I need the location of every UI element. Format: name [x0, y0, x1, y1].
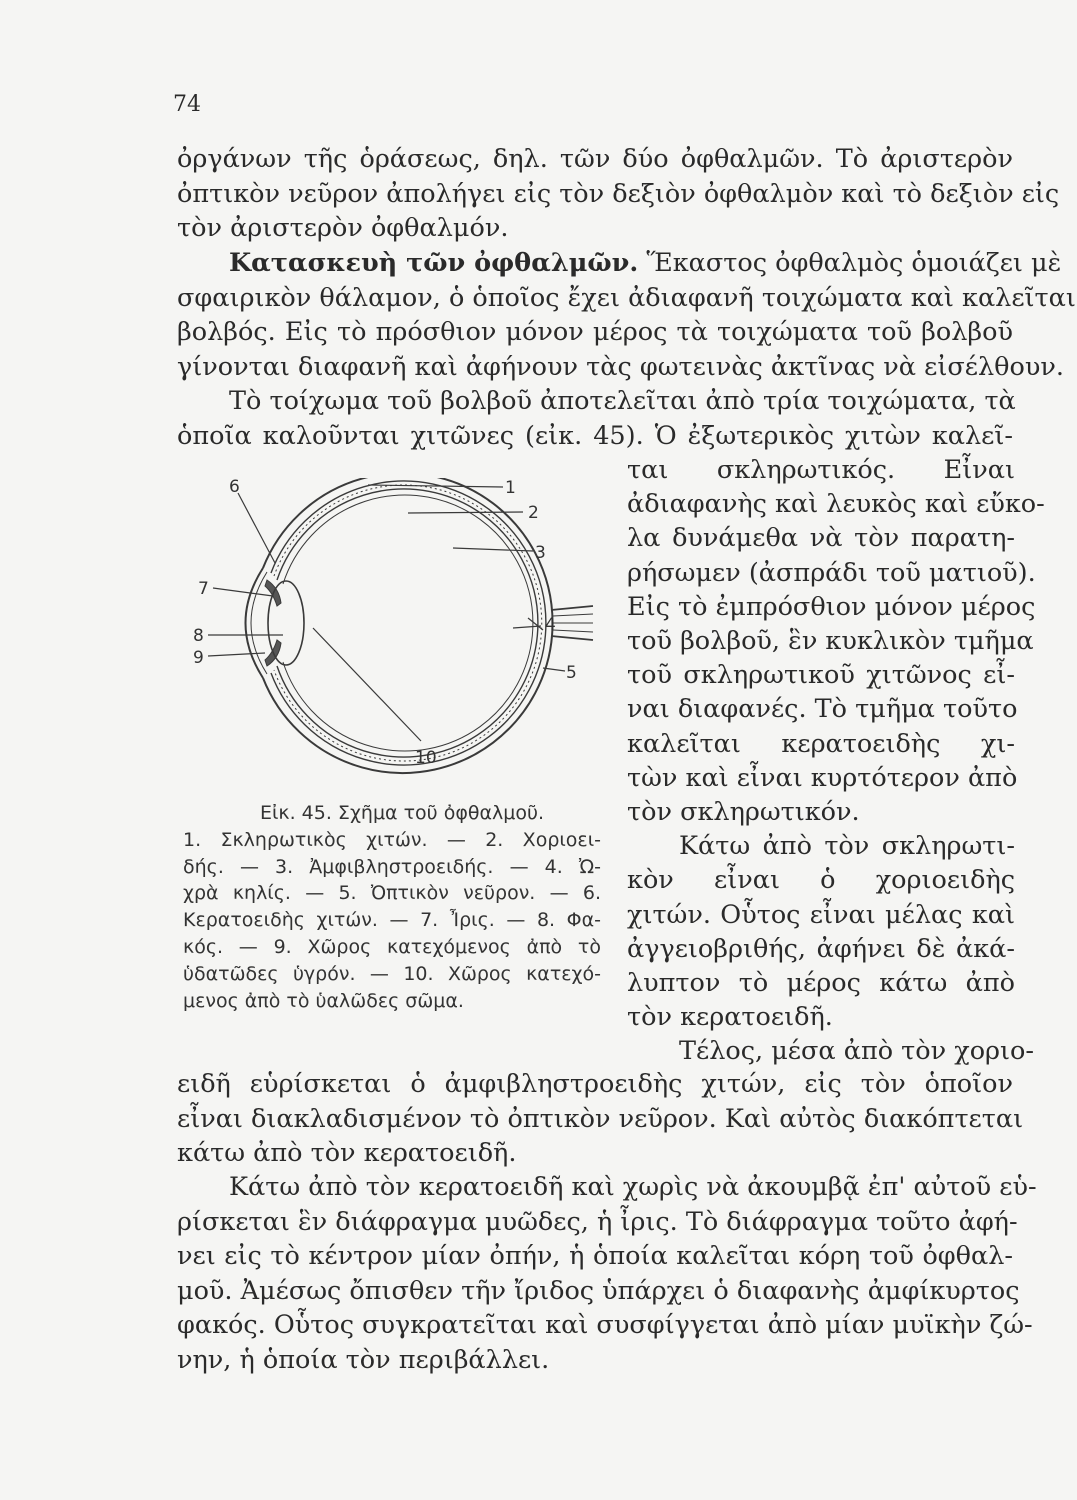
caption-line: 1. Σκληρωτικὸς χιτών. — 2. Χοριοει-: [183, 828, 601, 851]
text-line: Κάτω ἀπὸ τὸν κερατοειδῆ καὶ χωρὶς νὰ ἀκουμβᾷ ἐπ' αὐτοῦ εὑ-: [229, 1172, 1037, 1202]
text-line: Κάτω ἀπὸ τὸν σκληρωτι-: [679, 831, 1015, 862]
intro-paragraph: [177, 142, 1060, 246]
figure-label: 5: [566, 663, 577, 683]
figure-label: 8: [193, 626, 204, 646]
text-line: φακός. Οὗτος συγκρατεῖται καὶ συσφίγγεται ἀπὸ μίαν μυϊκὴν ζώ-: [177, 1310, 1033, 1340]
figure-label: 3: [535, 543, 546, 563]
text-line: Τέλος, μέσα ἀπὸ τὸν χοριο-: [679, 1036, 1035, 1067]
iris-paragraph: [177, 1170, 1037, 1377]
heading-rest: Ἕκαστος ὀφθαλμὸς ὁμοιάζει μὲ: [638, 248, 1062, 278]
figure-label: 9: [193, 648, 204, 668]
caption-line: Κερατοειδὴς χιτών. — 7. Ἶρις. — 8. Φα-: [183, 909, 601, 932]
text-line: λυπτον τὸ μέρος κάτω ἀπὸ: [627, 968, 1015, 999]
choroid-outline: [271, 481, 546, 765]
figure-label: 6: [229, 478, 240, 497]
retina-paragraph: [177, 1067, 1024, 1171]
text-line: ρήσωμεν (ἀσπράδι τοῦ ματιοῦ).: [627, 557, 1036, 588]
eye-diagram: [183, 478, 603, 798]
text-line: ὁποῖα καλοῦνται χιτῶνες (εἰκ. 45). Ὁ ἐξωτερικὸς χιτὼν καλεῖ-: [177, 420, 1013, 451]
caption-line: χρὰ κηλίς. — 5. Ὀπτικὸν νεῦρον. — 6.: [183, 882, 601, 905]
caption-line: κός. — 9. Χῶρος κατεχόμενος ἀπὸ τὸ: [183, 935, 601, 958]
text-line: Εἰς τὸ ἐμπρόσθιον μόνον μέρος: [627, 591, 1036, 622]
figure-label: 1: [505, 478, 516, 498]
figure-label: 4: [545, 615, 556, 635]
retina-outline: [277, 489, 538, 757]
text-line: βολβός. Εἰς τὸ πρόσθιον μόνον μέρος τὰ τοιχώματα τοῦ βολβοῦ: [177, 317, 1013, 347]
right-column-text: [627, 453, 1045, 1069]
text-line: χιτών. Οὗτος εἶναι μέλας καὶ: [627, 899, 1015, 930]
text-line: ναι διαφανές. Τὸ τμῆμα τοῦτο: [627, 694, 1018, 725]
text-line: κὸν εἶναι ὁ χοριοειδὴς: [627, 865, 1015, 896]
text-line: ειδῆ εὑρίσκεται ὁ ἀμφιβληστροειδὴς χιτών, εἰς τὸν ὁποῖον: [177, 1069, 1013, 1099]
figure-caption: [183, 800, 601, 1014]
text-line: μοῦ. Ἀμέσως ὄπισθεν τῆν ἴριδος ὑπάρχει ὁ διαφανὴς ἀμφίκυρτος: [177, 1275, 1020, 1306]
text-line: εἶναι διακλαδισμένον τὸ ὀπτικὸν νεῦρον. Καὶ αὐτὸς διακόπτεται: [177, 1103, 1024, 1134]
sclera-outline: [263, 478, 553, 773]
text-line: τὼν καὶ εἶναι κυρτότερον ἀπὸ: [627, 762, 1018, 793]
caption-line: ὑδατῶδες ὑγρόν. — 10. Χῶρος κατεχό-: [183, 962, 601, 985]
text-line: τὸν σκληρωτικόν.: [627, 797, 860, 828]
text-line: γίνονται διαφανῆ καὶ ἀφήνουν τὰς φωτεινὰς ἀκτῖνας νὰ εἰσέλθουν.: [177, 351, 1064, 382]
text-line: ται σκληρωτικός. Εἶναι: [627, 455, 1015, 485]
text-line: ἀγγειοβριθής, ἀφήνει δὲ ἀκά-: [627, 933, 1015, 964]
lens-shape: [268, 581, 304, 665]
text-line: τὸν κερατοειδῆ.: [627, 1002, 833, 1033]
eye-structure-paragraph: [177, 246, 1076, 453]
figure-label: 7: [198, 579, 209, 599]
caption-title: Εἰκ. 45. Σχῆμα τοῦ ὀφθαλμοῦ.: [259, 802, 545, 824]
text-line: ἀδιαφανὴς καὶ λευκὸς καὶ εὔκο-: [627, 489, 1045, 520]
text-line: κάτω ἀπὸ τὸν κερατοειδῆ.: [177, 1138, 517, 1168]
figure-label: 10: [415, 748, 437, 768]
caption-line: δής. — 3. Ἀμφιβληστροειδής. — 4. Ὠ-: [183, 855, 601, 878]
text-line: λα δυνάμεθα νὰ τὸν παρατη-: [627, 523, 1015, 554]
eye-figure: [183, 478, 603, 798]
text-line: νει εἰς τὸ κέντρον μίαν ὀπήν, ἡ ὁποία καλεῖται κόρη τοῦ ὀφθαλ-: [177, 1241, 1013, 1271]
text-line: τοῦ σκληρωτικοῦ χιτῶνος εἶ-: [627, 660, 1015, 691]
text-line: καλεῖται κερατοειδὴς χι-: [627, 728, 1015, 759]
heading-line: [177, 246, 1062, 281]
text-line: Τὸ τοίχωμα τοῦ βολβοῦ ἀποτελεῖται ἀπὸ τρία τοιχώματα, τὰ: [229, 386, 1016, 416]
text-line: σφαιρικὸν θάλαμον, ὁ ὁποῖος ἔχει ἀδιαφανῆ τοιχώματα καὶ καλεῖται: [177, 282, 1076, 313]
text-line: τὸν ἀριστερὸν ὀφθαλμόν.: [177, 213, 509, 243]
caption-line: μενος ἀπὸ τὸ ὑαλῶδες σῶμα.: [183, 989, 464, 1012]
text-line: ρίσκεται ἓν διάφραγμα μυῶδες, ἡ ἶρις. Τὸ διάφραγμα τοῦτο ἀφή-: [177, 1206, 1018, 1237]
text-line: τοῦ βολβοῦ, ἓν κυκλικὸν τμῆμα: [627, 626, 1034, 657]
section-heading: Κατασκευὴ τῶν ὀφθαλμῶν.: [229, 248, 639, 278]
text-line: νην, ἡ ὁποία τὸν περιβάλλει.: [177, 1344, 550, 1375]
text-line: ὀπτικὸν νεῦρον ἀπολήγει εἰς τὸν δεξιὸν ὀφθαλμὸν καὶ τὸ δεξιὸν εἰς: [177, 178, 1060, 209]
figure-label: 2: [528, 503, 539, 523]
text-line: ὀργάνων τῆς ὁράσεως, δηλ. τῶν δύο ὀφθαλμῶν. Τὸ ἀριστερὸν: [177, 144, 1013, 174]
page-number: 74: [173, 92, 201, 117]
